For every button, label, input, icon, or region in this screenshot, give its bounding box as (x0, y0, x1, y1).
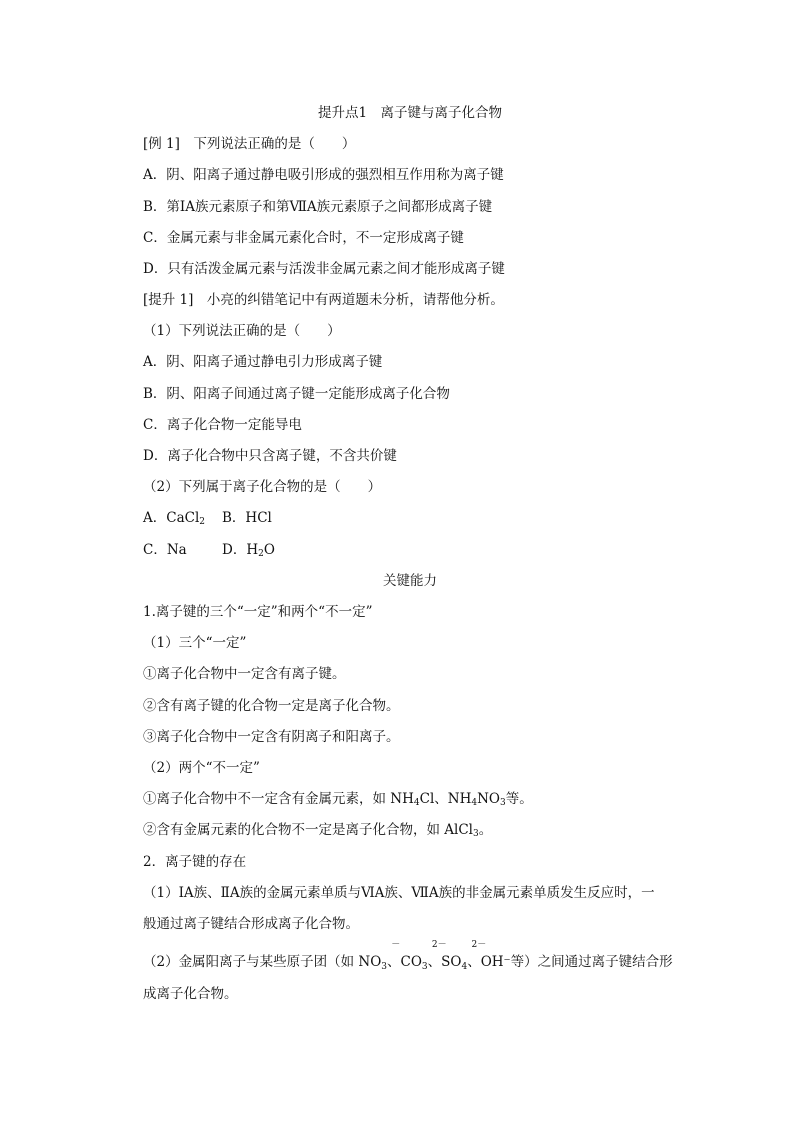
example1-option-a: A．阴、阳离子通过静电吸引形成的强烈相互作用称为离子键 (143, 167, 504, 183)
sulfate-ion: 2－ $_4$ (461, 940, 487, 972)
practice1-q1-option-c: C．离子化合物一定能导电 (143, 417, 302, 433)
practice1-q2-stem: （2）下列属于离子化合物的是（ ） (143, 479, 382, 495)
point2-item2-line2: 成离子化合物。 (143, 986, 238, 1002)
example1-option-d: D．只有活泼金属元素与活泼非金属元素之间才能形成离子键 (143, 261, 505, 277)
practice1-q1-option-d: D．离子化合物中只含离子键，不含共价键 (143, 448, 397, 464)
point2-title: 2．离子键的存在 (143, 854, 247, 870)
point2-item1-line2: 般通过离子键结合形成离子化合物。 (143, 916, 359, 932)
point1-sub2-item1: ①离子化合物中不一定含有金属元素，如 $NH_4Cl$、$NH_4NO_3$等。 (143, 791, 533, 808)
point2-item2-line1: （2）金属阳离子与某些原子团（如 NO － $_3$、CO 2－ $_3$、SO 2－ $_4$、OH⁻等）之间通过离子键结合形 (143, 953, 673, 976)
example1-option-c: C．金属元素与非金属元素化合时，不一定形成离子键 (143, 230, 464, 246)
example1-option-b: B．第ⅠA族元素原子和第ⅦA族元素原子之间都形成离子键 (143, 199, 493, 215)
section-title: 提升点1 离子键与离子化合物 (317, 105, 503, 121)
nitrate-ion: － $_3$ (381, 940, 401, 972)
point1-sub2-item2: ②含有金属元素的化合物不一定是离子化合物，如 AlCl$_3$。 (143, 822, 493, 839)
point1-sub1-item: ①离子化合物中一定含有离子键。 (143, 666, 346, 682)
practice1-q1-option-a: A．阴、阳离子通过静电引力形成离子键 (143, 354, 383, 370)
key-ability-heading: 关键能力 (383, 573, 437, 589)
carbonate-ion: 2－ $_3$ (421, 940, 447, 972)
practice1-q2-option-a: A．CaCl$_2$ (143, 510, 206, 527)
point1-title: 1.离子键的三个“一定”和两个“不一定” (143, 604, 373, 620)
practice1-q2-option-c: C．Na (143, 542, 187, 558)
point1-sub1-item: ②含有离子键的化合物一定是离子化合物。 (143, 698, 400, 714)
example1-stem: [例 1] 下列说法正确的是（ ） (143, 136, 356, 152)
practice1-q1-stem: （1）下列说法正确的是（ ） (143, 323, 341, 339)
practice1-stem: [提升 1] 小亮的纠错笔记中有两道题未分析，请帮他分析。 (143, 292, 504, 308)
point1-sub1-title: （1）三个“一定” (143, 635, 247, 651)
point1-sub2-title: （2）两个“不一定” (143, 760, 260, 776)
practice1-q2-option-b: B．HCl (222, 510, 272, 526)
practice1-q2-option-d: D．$H_2O$ (222, 542, 275, 559)
practice1-q1-option-b: B．阴、阳离子间通过离子键一定能形成离子化合物 (143, 386, 450, 402)
point2-item1-line1: （1）ⅠA族、ⅡA族的金属元素单质与ⅥA族、ⅦA族的非金属元素单质发生反应时，一 (143, 885, 655, 901)
point1-sub1-item: ③离子化合物中一定含有阴离子和阳离子。 (143, 729, 400, 745)
